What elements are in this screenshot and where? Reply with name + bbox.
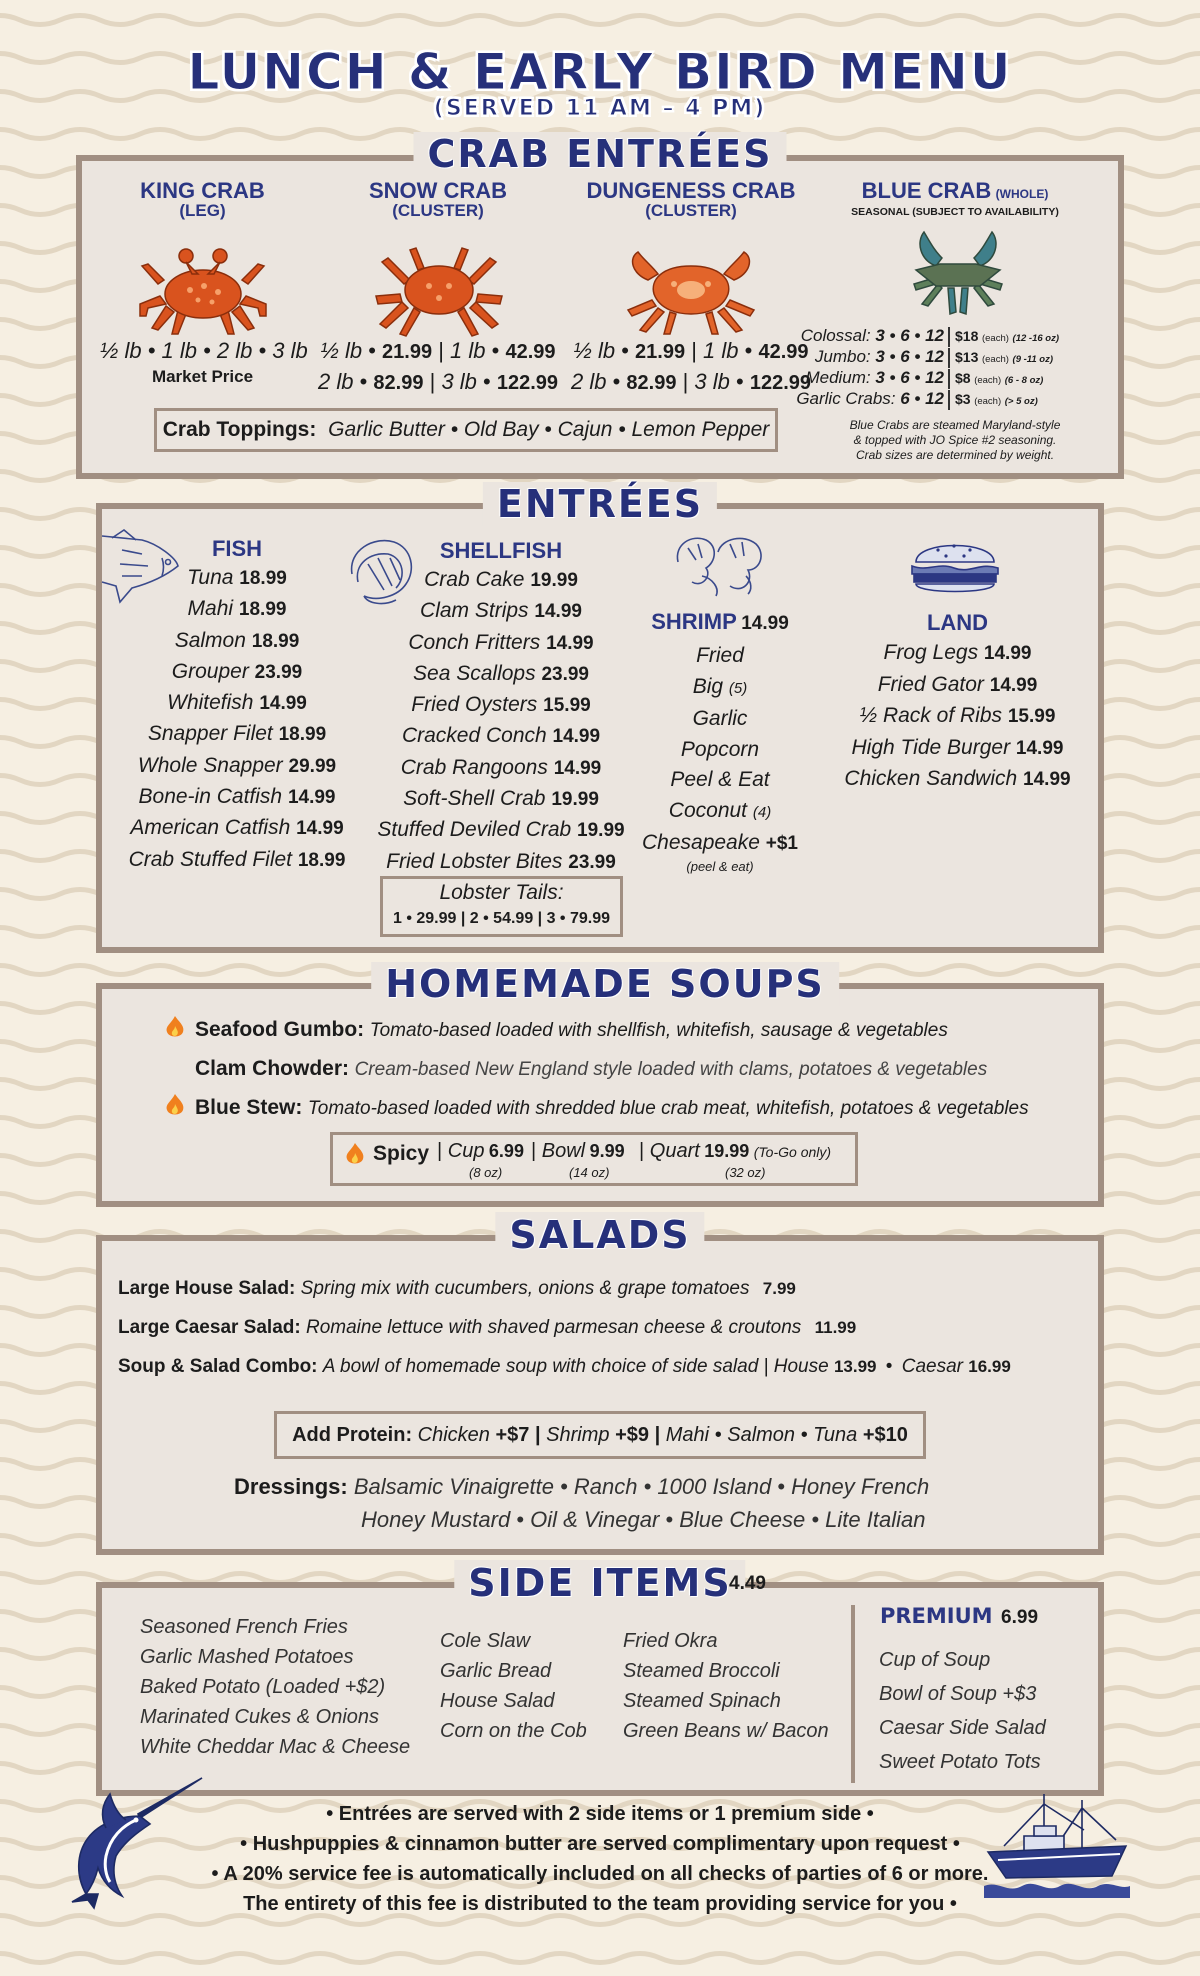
- footer-line-1: • Entrées are served with 2 side items or 1 premium side •: [326, 1803, 874, 1825]
- shellfish-item-price: 14.99: [546, 632, 594, 654]
- lobster-tails-prices: 1 • 29.99 | 2 • 54.99 | 3 • 79.99: [392, 910, 611, 927]
- sides-col1: [140, 1612, 410, 1762]
- quart-note: (To-Go only): [753, 1144, 832, 1160]
- blue-crab-price: $8: [955, 370, 971, 386]
- fish-item: [112, 594, 362, 625]
- crab-toppings-box: [154, 408, 778, 452]
- fish-item-name: Snapper Filet: [147, 722, 273, 746]
- shrimp-price: 14.99: [741, 613, 789, 634]
- fish-item-name: Tuna: [187, 566, 234, 589]
- snow-three-price: 122.99: [496, 372, 559, 394]
- shrimp-item-name: Garlic: [692, 707, 748, 730]
- dressings-row2: [361, 1507, 925, 1533]
- blue-crab-note-3: Crab sizes are determined by weight.: [855, 448, 1055, 462]
- shrimp-item-name: Fried: [696, 644, 744, 667]
- combo-caesar: Caesar: [901, 1356, 963, 1377]
- fish-item-name: Salmon: [174, 628, 246, 652]
- blue-crab-size: Garlic Crabs:: [796, 389, 896, 408]
- premium-item: Sweet Potato Tots: [879, 1751, 1041, 1773]
- king-crab-sub: (LEG): [179, 201, 226, 220]
- shellfish-item-price: 14.99: [534, 601, 582, 623]
- soup-name: Blue Stew:: [195, 1096, 303, 1119]
- shellfish-item: [372, 628, 630, 659]
- shellfish-item-price: 14.99: [553, 757, 602, 779]
- fish-item: [112, 563, 362, 594]
- shellfish-item-name: Soft-Shell Crab: [403, 787, 546, 811]
- land-item: [820, 764, 1095, 796]
- dungeness-prices-row1: ½ lb • 21.99 | 1 lb • 42.99: [573, 338, 809, 363]
- blue-crab-heading: [820, 180, 1090, 203]
- snow-one-price: 42.99: [505, 341, 556, 363]
- add-protein-box: Add Protein: Chicken +$7 | Shrimp +$9 | Mahi • Salmon • Tuna +$10: [274, 1411, 926, 1459]
- king-crab-column: [100, 180, 305, 220]
- shrimp-item-name: Chesapeake: [642, 831, 760, 854]
- soup-row: [195, 1057, 987, 1081]
- dungeness-one: 1 lb: [703, 338, 739, 363]
- side-item: Baked Potato (Loaded +$2): [140, 1676, 386, 1698]
- shellfish-item-name: Conch Fritters: [408, 630, 541, 654]
- salads-title: SALADS: [495, 1212, 704, 1258]
- premium-divider: [851, 1605, 855, 1783]
- side-item: Seasoned French Fries: [140, 1616, 348, 1638]
- shellfish-item-price: 23.99: [568, 851, 616, 873]
- blue-crab-each: (each): [974, 396, 1002, 407]
- side-item: Cole Slaw: [440, 1630, 531, 1652]
- protein-shrimp: Shrimp: [546, 1424, 610, 1446]
- shellfish-item-price: 19.99: [530, 570, 578, 591]
- fish-item-price: 29.99: [288, 755, 337, 777]
- add-protein-label: Add Protein:: [292, 1424, 413, 1446]
- land-item: [820, 733, 1095, 765]
- land-item: [820, 670, 1095, 702]
- crab-entrees-title: CRAB ENTRÉES: [414, 132, 787, 176]
- shrimp-coconut-note: (4): [752, 803, 772, 821]
- king-crab-sizes: ½ lb • 1 lb • 2 lb • 3 lb: [100, 338, 308, 363]
- dungeness-three: 3 lb: [694, 369, 730, 394]
- land-item-name: Frog Legs: [883, 641, 979, 664]
- shellfish-item-name: Cracked Conch: [401, 724, 547, 748]
- premium-price: 6.99: [1001, 1607, 1039, 1628]
- fish-item-name: American Catfish: [130, 816, 291, 840]
- blue-crab-price-cell: [955, 391, 1038, 407]
- blue-crab-each: (each): [981, 354, 1009, 365]
- quart-label: Quart: [649, 1140, 700, 1162]
- blue-crab-weight: (> 5 oz): [1004, 396, 1038, 407]
- soup-cup: | Cup 6.99: [437, 1140, 524, 1162]
- cup-price: 6.99: [488, 1141, 524, 1161]
- protein-chicken-price: +$7: [495, 1424, 530, 1446]
- blue-crab-price-cell: [955, 328, 1059, 344]
- blue-crab-price: $13: [955, 349, 979, 365]
- land-item-price: 14.99: [989, 674, 1038, 696]
- blue-crab-row: [800, 326, 1092, 347]
- house-salad-price: 7.99: [762, 1279, 796, 1298]
- side-item: White Cheddar Mac & Cheese: [140, 1736, 411, 1758]
- shellfish-item-price: 14.99: [552, 726, 601, 748]
- protein-fish: Mahi • Salmon • Tuna: [665, 1424, 858, 1446]
- shellfish-heading: SHELLFISH: [439, 538, 563, 563]
- soups-title: HOMEMADE SOUPS: [371, 962, 839, 1006]
- shrimp-item: [630, 735, 810, 766]
- shrimp-column: [630, 606, 810, 874]
- crab-toppings-label: Crab Toppings:: [162, 418, 317, 441]
- spicy-label: Spicy: [373, 1142, 430, 1165]
- land-item-name: Fried Gator: [877, 672, 984, 696]
- dungeness-crab-icon: [624, 244, 758, 336]
- caesar-salad-price: 11.99: [814, 1318, 857, 1337]
- snow-crab-icon: [374, 244, 504, 336]
- shellfish-item-name: Stuffed Deviled Crab: [377, 818, 572, 842]
- blue-crab-note-2: & topped with JO Spice #2 seasoning.: [853, 433, 1057, 447]
- blue-crab-price: $18: [955, 328, 979, 344]
- soup-desc: Tomato-based loaded with shredded blue crab meat, whitefish, potatoes & vegetables: [307, 1098, 1029, 1119]
- premium-heading: [880, 1604, 1038, 1629]
- side-item: Steamed Spinach: [623, 1690, 781, 1712]
- shellfish-item-price: 23.99: [541, 663, 589, 685]
- dungeness-three-price: 122.99: [749, 372, 812, 394]
- soup-name: Clam Chowder:: [195, 1057, 350, 1080]
- combo-desc: A bowl of homemade soup with choice of side salad | House: [322, 1356, 829, 1377]
- snow-two-price: 82.99: [373, 372, 424, 394]
- bowl-label: Bowl: [541, 1140, 586, 1162]
- land-item: [820, 638, 1095, 670]
- blue-crab-whole: (WHOLE): [995, 187, 1049, 201]
- fish-item-price: 18.99: [278, 724, 327, 746]
- shrimp-item: [630, 828, 810, 860]
- fish-item-name: Whole Snapper: [137, 753, 283, 777]
- snow-two: 2 lb: [318, 369, 354, 394]
- shrimp-item-name: Coconut: [668, 798, 748, 822]
- menu-subtitle: (SERVED 11 AM – 4 PM): [433, 96, 767, 121]
- shellfish-item-name: Sea Scallops: [413, 661, 536, 685]
- shrimp-item: [630, 672, 810, 705]
- king-crab-icon: [138, 244, 268, 338]
- soup-row: [195, 1096, 1029, 1120]
- fish-item: [112, 751, 362, 782]
- dungeness-two: 2 lb: [570, 369, 607, 394]
- shrimp-heading: SHRIMP: [651, 609, 737, 634]
- land-heading: LAND: [926, 610, 989, 635]
- bowl-price: 9.99: [589, 1141, 625, 1161]
- caesar-salad-name: Large Caesar Salad:: [118, 1317, 301, 1338]
- crab-toppings-list: Garlic Butter • Old Bay • Cajun • Lemon Pepper: [328, 418, 770, 441]
- king-crab-name: KING CRAB: [140, 178, 265, 203]
- king-crab-price: Market Price: [151, 367, 254, 386]
- blue-crab-icon: [910, 226, 1006, 316]
- fish-item-name: Grouper: [171, 659, 249, 683]
- soup-desc: Cream-based New England style loaded with clams, potatoes & vegetables: [354, 1059, 988, 1080]
- premium-item: Bowl of Soup +$3: [879, 1683, 1037, 1705]
- side-item: Garlic Bread: [440, 1660, 552, 1682]
- blue-crab-counts: 3 • 6 • 12: [875, 368, 944, 387]
- cup-label: Cup: [447, 1140, 485, 1162]
- fish-item-name: Crab Stuffed Filet: [128, 847, 292, 871]
- sides-title: SIDE ITEMS: [454, 1560, 745, 1606]
- caesar-salad-desc: Romaine lettuce with shaved parmesan cheese & croutons: [305, 1317, 802, 1338]
- shellfish-item-price: 19.99: [577, 820, 625, 842]
- shrimp-item: [630, 796, 810, 829]
- footer-line-2: • Hushpuppies & cinnamon butter are served complimentary upon request •: [240, 1833, 960, 1855]
- blue-crab-divider: [948, 327, 950, 347]
- combo-row: Soup & Salad Combo: A bowl of homemade soup with choice of side salad | House 13.99 • Caesar 16.99: [118, 1356, 1011, 1377]
- shellfish-item: [372, 847, 630, 878]
- dungeness-two-price: 82.99: [626, 372, 677, 394]
- shellfish-item: [372, 565, 630, 596]
- flame-icon: [165, 1016, 185, 1040]
- footer-line-3: • A 20% service fee is automatically included on all checks of parties of 6 or more.: [211, 1863, 989, 1885]
- blue-crab-row: [814, 347, 1092, 368]
- shellfish-item-price: 15.99: [543, 695, 591, 717]
- fish-item-price: 18.99: [238, 599, 287, 621]
- soup-bowl: | Bowl 9.99: [531, 1140, 625, 1162]
- land-item: [820, 701, 1095, 733]
- blue-crab-divider: [948, 348, 950, 368]
- blue-crab-size-cell: [796, 389, 944, 409]
- snow-one: 1 lb: [450, 338, 486, 363]
- shrimp-icon: [672, 532, 770, 600]
- fish-item: [112, 782, 362, 813]
- land-item-price: 14.99: [983, 643, 1032, 664]
- sides-col2: [440, 1626, 587, 1746]
- combo-house-price: 13.99: [833, 1357, 877, 1376]
- flame-icon: [165, 1094, 185, 1118]
- fish-item-name: Bone-in Catfish: [138, 785, 283, 809]
- blue-crab-weight: (12 -16 oz): [1012, 333, 1060, 344]
- dungeness-crab-column: [570, 180, 812, 220]
- blue-crab-divider: [948, 369, 950, 389]
- shrimp-chesapeake-price: +$1: [765, 833, 798, 854]
- shellfish-item: [372, 753, 630, 784]
- fish-item-price: 14.99: [296, 818, 344, 840]
- side-item: House Salad: [440, 1690, 555, 1712]
- blue-crab-size-cell: [801, 326, 944, 346]
- lobster-tails-box: [380, 876, 623, 937]
- blue-crab-seasonal: SEASONAL (SUBJECT TO AVAILABILITY): [851, 206, 1059, 218]
- fish-item-name: Mahi: [187, 597, 234, 621]
- blue-crab-size: Jumbo:: [814, 347, 871, 366]
- blue-crab-size: Colossal:: [800, 326, 871, 345]
- dungeness-half: ½ lb: [573, 338, 616, 363]
- snow-half: ½ lb: [320, 338, 363, 363]
- dungeness-crab-sub: (CLUSTER): [645, 201, 737, 220]
- bowl-size: (14 oz): [569, 1165, 610, 1180]
- fish-heading: FISH: [211, 536, 263, 561]
- soup-name: Seafood Gumbo:: [195, 1018, 365, 1041]
- shrimp-heading-row: [630, 606, 810, 641]
- shrimp-item: [630, 641, 810, 672]
- shellfish-item: [372, 596, 630, 627]
- fish-item: [112, 688, 362, 719]
- shellfish-item: [372, 815, 630, 846]
- side-item: Green Beans w/ Bacon: [623, 1720, 829, 1742]
- land-item-name: High Tide Burger: [851, 735, 1011, 759]
- fish-item-price: 18.99: [239, 568, 287, 589]
- shellfish-item-name: Crab Rangoons: [400, 755, 548, 779]
- snow-crab-column: [318, 180, 558, 220]
- shrimp-item-name: Popcorn: [680, 737, 760, 761]
- blue-crab-price-cell: [955, 349, 1053, 365]
- dressings-line1: Balsamic Vinaigrette • Ranch • 1000 Island • Honey French: [353, 1474, 930, 1499]
- fish-item-price: 23.99: [254, 661, 303, 683]
- fish-item: [112, 657, 362, 688]
- protein-chicken: Chicken: [417, 1424, 490, 1446]
- land-item-price: 14.99: [1015, 737, 1064, 759]
- side-item: Corn on the Cob: [440, 1720, 587, 1742]
- blue-crab-size: Medium:: [805, 368, 871, 387]
- fish-item: [112, 719, 362, 750]
- blue-crab-each: (each): [974, 375, 1002, 386]
- fish-item-price: 18.99: [297, 849, 346, 871]
- shellfish-item: [372, 721, 630, 752]
- caesar-salad-row: [118, 1317, 856, 1339]
- shellfish-item: [372, 690, 630, 721]
- quart-size: (32 oz): [725, 1165, 766, 1180]
- shrimp-item-name: Peel & Eat: [670, 768, 770, 791]
- combo-name: Soup & Salad Combo:: [118, 1356, 318, 1377]
- blue-crab-row: [805, 368, 1092, 389]
- cup-size: (8 oz): [469, 1165, 503, 1180]
- dungeness-one-price: 42.99: [758, 341, 809, 363]
- premium-label: PREMIUM: [880, 1604, 993, 1628]
- shellfish-item-name: Crab Cake: [424, 568, 525, 591]
- snow-crab-prices-row1: ½ lb • 21.99 | 1 lb • 42.99: [320, 338, 556, 363]
- fish-item-name: Whitefish: [167, 691, 254, 715]
- blue-crab-each: (each): [981, 333, 1009, 344]
- shellfish-item-name: Clam Strips: [420, 599, 529, 623]
- dungeness-half-price: 21.99: [635, 341, 686, 363]
- shellfish-column: [372, 537, 630, 878]
- blue-crab-counts: 3 • 6 • 12: [875, 347, 944, 366]
- dressings-line2: Honey Mustard • Oil & Vinegar • Blue Cheese • Lite Italian: [361, 1507, 926, 1532]
- snow-crab-name: SNOW CRAB: [368, 178, 508, 203]
- combo-caesar-price: 16.99: [968, 1357, 1011, 1376]
- soup-row: [195, 1018, 948, 1042]
- entrees-title: ENTRÉES: [483, 482, 717, 526]
- shrimp-big-note: (5): [728, 679, 748, 697]
- premium-list: [879, 1643, 1046, 1779]
- blue-crab-weight: (9 -11 oz): [1012, 354, 1054, 365]
- blue-crab-counts: 3 • 6 • 12: [875, 326, 944, 345]
- dressings-row1: [234, 1474, 929, 1500]
- shellfish-item-price: 19.99: [551, 789, 599, 811]
- blue-crab-weight: (6 - 8 oz): [1004, 375, 1044, 386]
- fish-item-price: 14.99: [259, 693, 307, 715]
- menu-title: LUNCH & EARLY BIRD MENU: [187, 43, 1013, 101]
- shellfish-item: [372, 784, 630, 815]
- blue-crab-size-cell: [815, 347, 944, 367]
- sides-col3: [623, 1626, 829, 1746]
- fish-item-price: 14.99: [287, 787, 336, 809]
- blue-crab-counts: 6 • 12: [900, 389, 944, 408]
- protein-shrimp-price: +$9: [615, 1424, 650, 1446]
- blue-crab-divider: [948, 390, 950, 410]
- shrimp-item-name: Big: [692, 674, 724, 698]
- blue-crab-table: [796, 326, 1092, 410]
- fish-item: [112, 845, 362, 876]
- quart-price: 19.99: [704, 1141, 750, 1161]
- house-salad-desc: Spring mix with cucumbers, onions & grape tomatoes: [300, 1278, 750, 1299]
- snow-three: 3 lb: [441, 369, 477, 394]
- blue-crab-price: $3: [955, 391, 971, 407]
- shellfish-item-name: Fried Oysters: [411, 693, 538, 717]
- land-column: [820, 608, 1095, 796]
- burger-icon: [908, 532, 1002, 602]
- soup-quart: | Quart 19.99 (To-Go only): [639, 1140, 832, 1162]
- blue-crab-row: [796, 389, 1092, 410]
- fish-item-price: 18.99: [251, 630, 300, 652]
- land-item-price: 15.99: [1007, 706, 1056, 727]
- fish-column: [112, 535, 362, 876]
- snow-half-price: 21.99: [382, 341, 433, 363]
- snow-crab-sub: (CLUSTER): [392, 201, 484, 220]
- protein-fish-price: +$10: [862, 1424, 908, 1446]
- footer-line-4: The entirety of this fee is distributed to the team providing service for you •: [243, 1893, 957, 1915]
- shrimp-item: [630, 765, 810, 796]
- premium-item: Caesar Side Salad: [879, 1717, 1046, 1739]
- side-item: Steamed Broccoli: [623, 1660, 780, 1682]
- house-salad-row: [118, 1278, 796, 1300]
- fish-item: [112, 813, 362, 844]
- fish-item: [112, 626, 362, 657]
- shellfish-item: [372, 659, 630, 690]
- lobster-tails-label: Lobster Tails:: [439, 881, 564, 904]
- blue-crab-price-cell: [955, 370, 1043, 386]
- land-item-name: Chicken Sandwich: [844, 767, 1018, 790]
- sides-price: 4.49: [729, 1573, 766, 1594]
- premium-item: Cup of Soup: [879, 1649, 991, 1671]
- blue-crab-name: BLUE CRAB: [861, 178, 992, 203]
- flame-icon: [345, 1143, 365, 1167]
- dressings-label: Dressings:: [234, 1474, 348, 1499]
- soup-sizes-box: [330, 1132, 858, 1186]
- blue-crab-note: [820, 418, 1090, 463]
- shrimp-item: [630, 704, 810, 735]
- side-item: Fried Okra: [623, 1630, 718, 1652]
- land-item-price: 14.99: [1023, 769, 1071, 790]
- side-item: Marinated Cukes & Onions: [140, 1706, 380, 1728]
- dungeness-crab-name: DUNGENESS CRAB: [586, 178, 796, 203]
- blue-crab-size-cell: [805, 368, 944, 388]
- soup-desc: Tomato-based loaded with shellfish, whitefish, sausage & vegetables: [369, 1020, 948, 1041]
- shrimp-chesapeake-note: (peel & eat): [686, 858, 754, 874]
- house-salad-name: Large House Salad:: [118, 1278, 296, 1299]
- side-item: Garlic Mashed Potatoes: [140, 1646, 354, 1668]
- shellfish-item-name: Fried Lobster Bites: [386, 849, 563, 873]
- dungeness-prices-row2: 2 lb • 82.99 | 3 lb • 122.99: [570, 369, 812, 394]
- snow-crab-prices-row2: 2 lb • 82.99 | 3 lb • 122.99: [318, 369, 559, 394]
- blue-crab-note-1: Blue Crabs are steamed Maryland-style: [849, 418, 1061, 432]
- land-item-name: ½ Rack of Ribs: [859, 704, 1002, 727]
